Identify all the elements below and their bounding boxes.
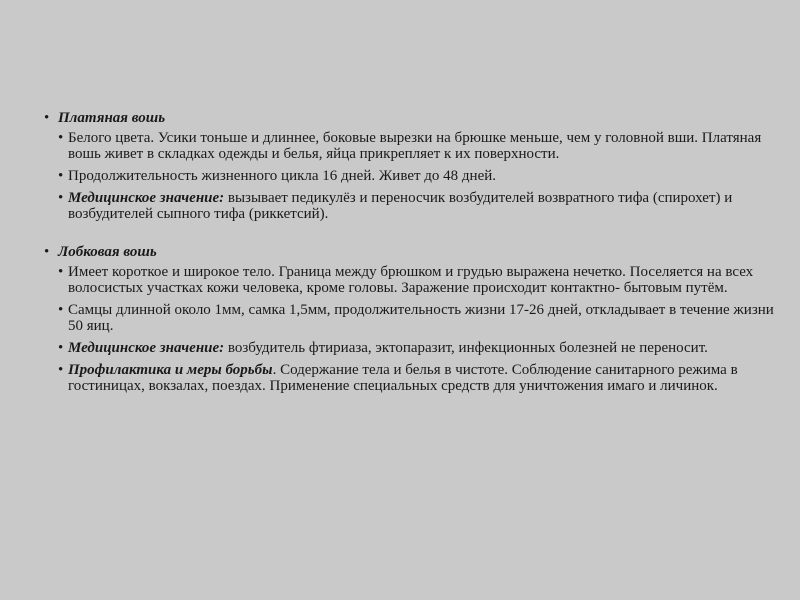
item-lead: Медицинское значение: <box>68 340 225 356</box>
bullet-list <box>44 264 784 394</box>
slide-content <box>44 110 784 400</box>
item-text: Белого цвета. Усики тоньше и длиннее, боковые вырезки на брюшке меньше, чем у головной вши. Платяная вошь живет в складках одежды и белья, яйца прикрепляет к их поверхности. <box>68 130 762 162</box>
bullet-icon: • <box>58 340 64 356</box>
bullet-icon: • <box>58 264 64 280</box>
bullet-icon: • <box>58 130 64 146</box>
bullet-icon: • <box>58 362 64 378</box>
list-item <box>44 302 780 334</box>
bullet-icon: • <box>58 190 64 206</box>
bullet-icon: • <box>44 110 50 126</box>
bullet-icon: • <box>58 302 64 318</box>
list-item <box>44 362 780 394</box>
section-heading <box>44 244 784 261</box>
section-title: Лобковая вошь <box>58 244 157 260</box>
item-text: Самцы длинной около 1мм, самка 1,5мм, продолжительность жизни 17-26 дней, откладывает в течение жизни 50 яиц. <box>68 302 774 334</box>
item-text: возбудитель фтириаза, эктопаразит, инфекционных болезней не переносит. <box>224 340 708 356</box>
list-item <box>44 190 780 222</box>
item-text: Имеет короткое и широкое тело. Граница между брюшком и грудью выражена нечетко. Поселяется на всех волосистых участках кожи человека, кроме головы. Заражение происходит контактно- бытовым путём. <box>68 264 754 296</box>
item-text: Продолжительность жизненного цикла 16 дней. Живет до 48 дней. <box>68 168 497 184</box>
item-lead: Профилактика и меры борьбы <box>68 362 273 378</box>
list-item <box>44 130 780 162</box>
section-pubic-louse <box>44 244 784 394</box>
bullet-list <box>44 130 784 222</box>
item-lead: Медицинское значение: <box>68 190 225 206</box>
section-heading <box>44 110 784 127</box>
item-text: . Содержание тела и белья в чистоте. Соблюдение санитарного режима в гостиницах, вокзалах, поездах. Применение специальных средств для уничтожения имаго и личинок. <box>68 362 738 394</box>
list-item <box>44 340 780 356</box>
list-item <box>44 168 780 184</box>
bullet-icon: • <box>44 244 50 260</box>
section-title: Платяная вошь <box>58 110 166 126</box>
section-body-louse <box>44 110 784 222</box>
bullet-icon: • <box>58 168 64 184</box>
item-text: вызывает педикулёз и переносчик возбудителей возвратного тифа (спирохет) и возбудителей сыпного тифа (риккетсий). <box>68 190 733 222</box>
list-item <box>44 264 780 296</box>
